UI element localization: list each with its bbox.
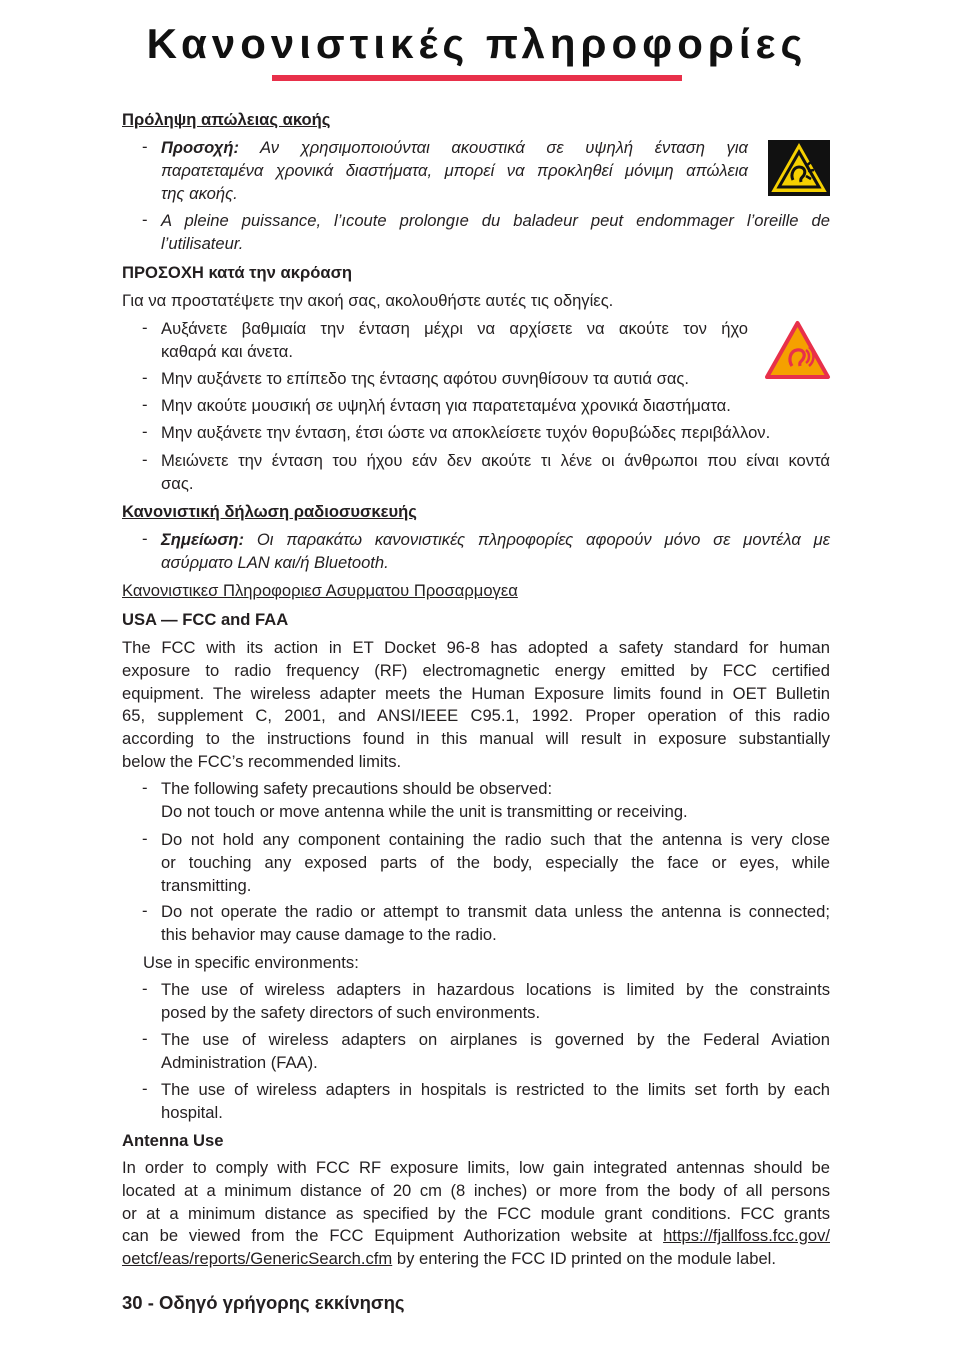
env-item bbox=[161, 1029, 830, 1075]
antenna-line: In order to comply with FCC RF exposure limits, low gain integrated antennas should be bbox=[122, 1158, 830, 1177]
bullet-dash: - bbox=[142, 318, 148, 337]
bullet-dash: - bbox=[142, 368, 148, 387]
env-item-line2: hospital. bbox=[161, 1102, 223, 1122]
fcc-item bbox=[161, 778, 830, 824]
fcc-item-line3: transmitting. bbox=[161, 875, 252, 895]
fcc-item-line1: Do not hold any component containing the radio such that the antenna is very close bbox=[161, 830, 830, 849]
radio-note-item bbox=[161, 529, 830, 575]
env-intro: Use in specific environments: bbox=[143, 953, 359, 972]
hearing-warning-item bbox=[161, 137, 830, 205]
fcc-item bbox=[161, 901, 830, 947]
antenna-line: can be viewed from the FCC Equipment Authorization website at bbox=[122, 1226, 653, 1246]
french-warning-line1: A pleine puissance, l’ıcoute prolongıe du baladeur peut endommager l’oreille de bbox=[161, 211, 830, 230]
env-item bbox=[161, 979, 830, 1025]
bullet-dash: - bbox=[142, 1029, 148, 1048]
heading-listening-caution: ΠΡΟΣΟΧΗ κατά την ακρόαση bbox=[122, 263, 353, 282]
bullet-dash: - bbox=[142, 979, 148, 998]
listening-item-line1: Μειώνετε την ένταση του ήχου εάν δεν ακούτε τι λένε οι άνθρωποι που είναι κοντά bbox=[161, 451, 830, 470]
page-footer: 30 - Οδηγό γρήγορης εκκίνησης bbox=[122, 1292, 405, 1313]
fcc-url-link[interactable]: https://fjallfoss.fcc.gov/ bbox=[663, 1226, 830, 1246]
listening-intro: Για να προστατέψετε την ακοή σας, ακολουθήστε αυτές τις οδηγίες. bbox=[122, 291, 614, 310]
hearing-warning-line1: Αν χρησιμοποιούνται ακουστικά σε υψηλή ένταση για bbox=[260, 138, 748, 157]
listening-item-line2: σας. bbox=[161, 473, 194, 493]
bullet-dash: - bbox=[142, 137, 148, 156]
caution-label: Προσοχή: bbox=[161, 138, 240, 157]
bullet-dash: - bbox=[142, 529, 148, 548]
antenna-line: or at a minimum distance as specified by the FCC module grant conditions. FCC grants bbox=[122, 1203, 830, 1223]
antenna-line: by entering the FCC ID printed on the module label. bbox=[396, 1249, 776, 1269]
fcc-item bbox=[161, 829, 830, 897]
note-label: Σημείωση: bbox=[161, 530, 245, 549]
bullet-dash: - bbox=[142, 422, 148, 441]
fcc-paragraph-line: 65, supplement C, 2001, and ANSI/IEEE C95.1, 1992. Proper operation of this radio bbox=[122, 706, 830, 726]
listening-item: Μην αυξάνετε την ένταση, έτσι ώστε να αποκλείσετε τυχόν θορυβώδες περιβάλλον. bbox=[161, 423, 771, 442]
bullet-dash: - bbox=[142, 901, 148, 920]
env-item-line1: The use of wireless adapters in hazardous locations is limited by the constraints bbox=[161, 980, 830, 999]
hearing-warning-line3: της ακοής. bbox=[161, 183, 238, 203]
env-item-line1: The use of wireless adapters on airplanes is governed by the Federal Aviation bbox=[161, 1030, 830, 1049]
bullet-dash: - bbox=[142, 450, 148, 469]
heading-antenna-use: Antenna Use bbox=[122, 1131, 224, 1150]
listening-item: Μην αυξάνετε το επίπεδο της έντασης αφότου συνηθίσουν τα αυτιά σας. bbox=[161, 369, 690, 388]
page-title: Κανονιστικές πληροφορίες bbox=[146, 20, 808, 67]
french-warning-item bbox=[161, 210, 830, 256]
fcc-paragraph-line: exposure to radio frequency (RF) electromagnetic energy emitted by FCC certified bbox=[122, 660, 830, 680]
listening-item bbox=[161, 318, 830, 364]
fcc-item-line1: Do not operate the radio or attempt to transmit data unless the antenna is connected; bbox=[161, 902, 830, 921]
fcc-url-link-continued[interactable]: oetcf/eas/reports/GenericSearch.cfm bbox=[122, 1249, 393, 1269]
env-item-line1: The use of wireless adapters in hospitals is restricted to the limits set forth by each bbox=[161, 1080, 830, 1099]
fcc-paragraph-line: according to the instructions found in this manual will result in exposure substantially bbox=[122, 729, 830, 749]
env-item-line2: Administration (FAA). bbox=[161, 1052, 318, 1072]
fcc-item-line2: Do not touch or move antenna while the unit is transmitting or receiving. bbox=[161, 801, 688, 821]
french-warning-line2: l’utilisateur. bbox=[161, 233, 244, 253]
bullet-dash: - bbox=[142, 1079, 148, 1098]
heading-fcc-faa: USA — FCC and FAA bbox=[122, 610, 289, 629]
listening-item: Μην ακούτε μουσική σε υψηλή ένταση για παρατεταμένα χρονικά διαστήματα. bbox=[161, 396, 731, 415]
hearing-warning-line2: παρατεταμένα χρονικά διαστήματα, μπορεί να προκληθεί μόνιμη απώλεια bbox=[161, 160, 748, 180]
heading-wireless-adapter: Κανονιστικεσ Πληροφοριεσ Ασυρματου Προσαρμογεα bbox=[122, 581, 518, 600]
env-item-line2: posed by the safety directors of such environments. bbox=[161, 1002, 541, 1022]
bullet-dash: - bbox=[142, 778, 148, 797]
fcc-item-line2: or touching any exposed parts of the body, especially the face or eyes, while bbox=[161, 852, 830, 872]
radio-note-line2: ασύρματο LAN και/ή Bluetooth. bbox=[161, 552, 389, 572]
bullet-dash: - bbox=[142, 829, 148, 848]
listening-item bbox=[161, 450, 830, 496]
fcc-item-line2: this behavior may cause damage to the radio. bbox=[161, 924, 497, 944]
bullet-dash: - bbox=[142, 395, 148, 414]
bullet-dash: - bbox=[142, 210, 148, 229]
heading-radio-declaration: Κανονιστική δήλωση ραδιοσυσκευής bbox=[122, 502, 417, 521]
antenna-line: located at a minimum distance of 20 cm (8 inches) or more from the body of all persons bbox=[122, 1180, 830, 1200]
hearing-warning-icon bbox=[768, 140, 830, 196]
antenna-paragraph bbox=[122, 1157, 830, 1271]
fcc-paragraph bbox=[122, 637, 830, 774]
listening-item-line1: Αυξάνετε βαθμιαία την ένταση μέχρι να αρχίσετε να ακούτε τον ήχο bbox=[161, 319, 748, 338]
fcc-item-line1: The following safety precautions should be observed: bbox=[161, 779, 553, 798]
fcc-paragraph-line: equipment. The wireless adapter meets the Human Exposure limits found in OET Bulletin bbox=[122, 683, 830, 703]
heading-hearing-loss: Πρόληψη απώλειας ακοής bbox=[122, 110, 331, 129]
title-underline bbox=[272, 75, 682, 81]
env-item bbox=[161, 1079, 830, 1125]
radio-note-line1: Οι παρακάτω κανονιστικές πληροφορίες αφορούν μόνο σε μοντέλα με bbox=[256, 530, 830, 549]
fcc-paragraph-line: The FCC with its action in ET Docket 96-8 has adopted a safety standard for human bbox=[122, 638, 830, 657]
fcc-paragraph-line: below the FCC’s recommended limits. bbox=[122, 751, 402, 771]
listening-item-line2: καθαρά και άνετα. bbox=[161, 341, 293, 361]
